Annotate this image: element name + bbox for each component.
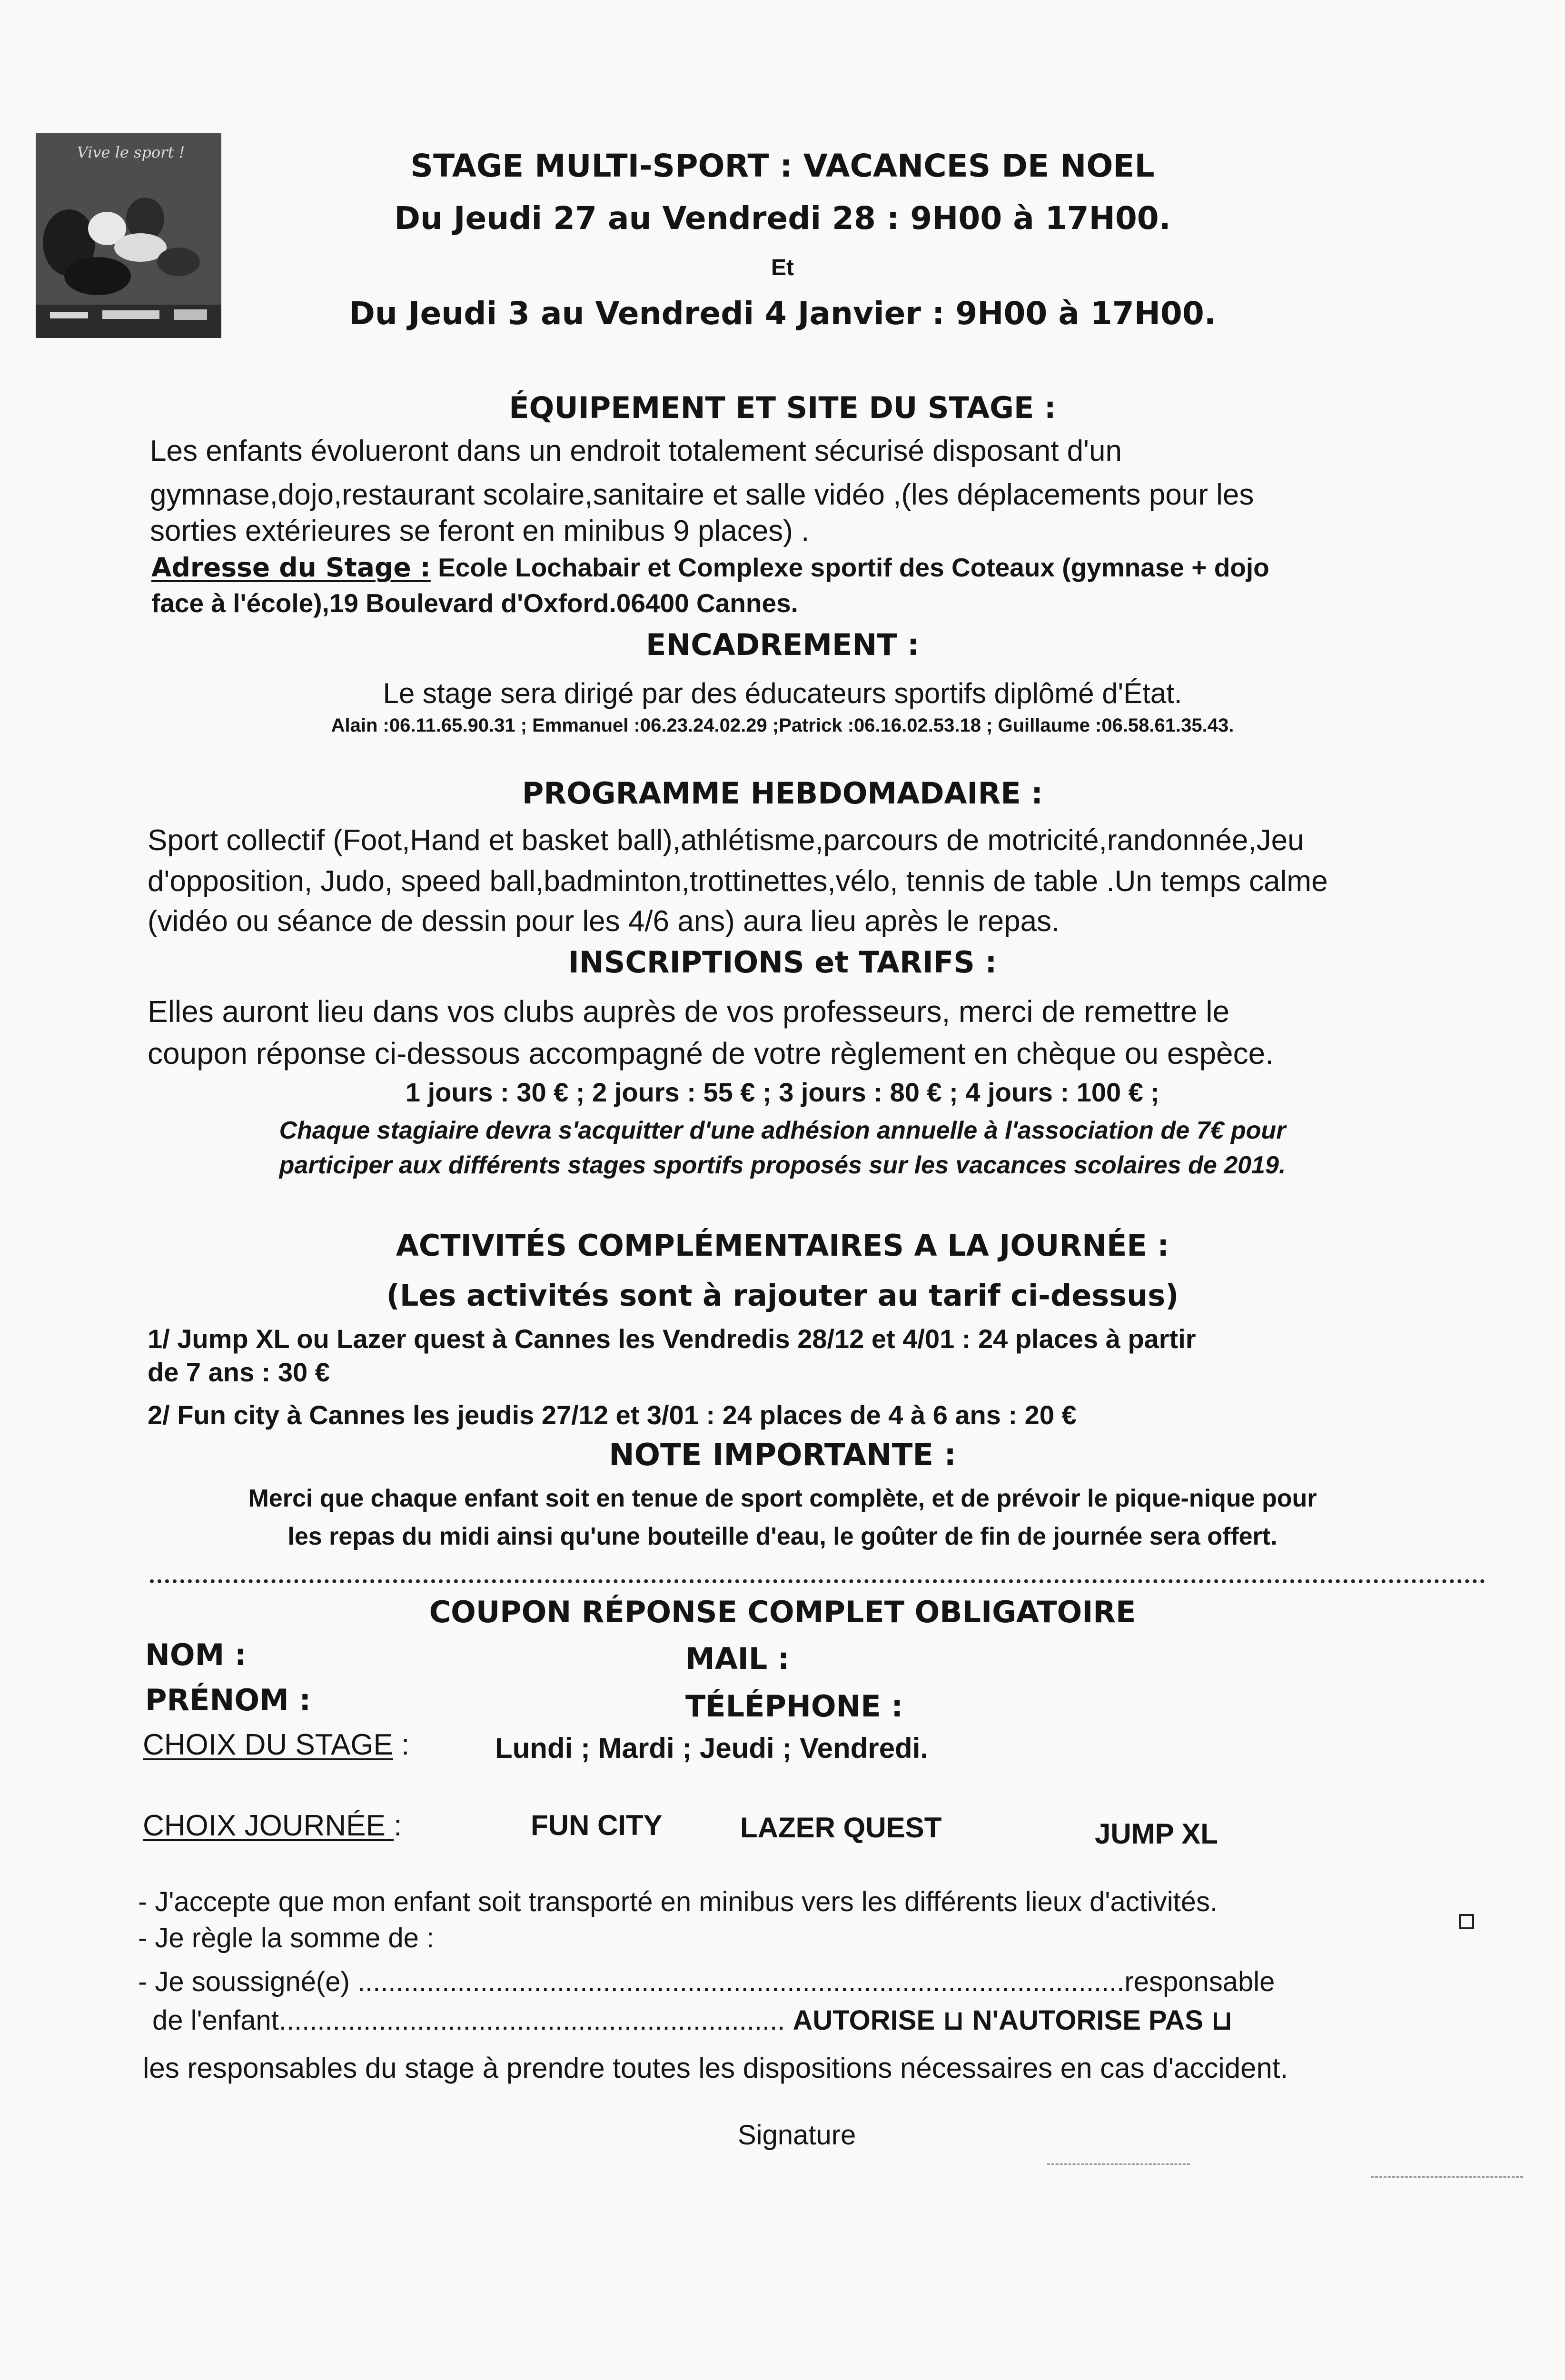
choix-stage-colon: :	[393, 1728, 410, 1761]
inscriptions-heading: INSCRIPTIONS et TARIFS :	[568, 945, 997, 980]
choix-journee-label: CHOIX JOURNÉE	[143, 1809, 394, 1842]
choix-journee-colon: :	[394, 1809, 402, 1842]
equipement-line-1: Les enfants évolueront dans un endroit totalement sécurisé disposant d'un	[150, 435, 1122, 467]
programme-line-1: Sport collectif (Foot,Hand et basket ball),athlétisme,parcours de motricité,randonnée,Jeu	[148, 824, 1304, 857]
choix-stage-options[interactable]: Lundi ; Mardi ; Jeudi ; Vendredi.	[495, 1732, 929, 1764]
activite-item-1-line-1: 1/ Jump XL ou Lazer quest à Cannes les Vendredis 28/12 et 4/01 : 24 places à partir	[148, 1324, 1196, 1354]
option-fun-city[interactable]: FUN CITY	[531, 1809, 663, 1841]
activite-item-1-line-2: de 7 ans : 30 €	[148, 1357, 330, 1387]
note-heading: NOTE IMPORTANTE :	[609, 1438, 956, 1473]
mail-label: MAIL :	[685, 1641, 790, 1676]
activites-subheading: (Les activités sont à rajouter au tarif ci-dessus)	[386, 1278, 1179, 1313]
stage-dates-2: Du Jeudi 3 au Vendredi 4 Janvier : 9H00 à 17H00.	[349, 295, 1216, 332]
adhesion-line-1: Chaque stagiaire devra s'acquitter d'une adhésion annuelle à l'association de 7€ pour	[279, 1117, 1286, 1144]
telephone-label: TÉLÉPHONE :	[685, 1689, 903, 1724]
n-autorise-label: N'AUTORISE PAS	[972, 2005, 1203, 2036]
regle-somme-line: - Je règle la somme de :	[138, 1923, 435, 1954]
option-jump-xl[interactable]: JUMP XL	[1095, 1818, 1218, 1850]
encadrement-line-1: Le stage sera dirigé par des éducateurs sportifs diplômé d'État.	[383, 677, 1182, 709]
signature-line-right	[1371, 2176, 1523, 2178]
nom-label: NOM :	[145, 1637, 247, 1672]
inscriptions-line-1: Elles auront lieu dans vos clubs auprès de vos professeurs, merci de remettre le	[148, 994, 1230, 1029]
address-text-1: Ecole Lochabair et Complexe sportif des Coteaux (gymnase + dojo	[430, 553, 1269, 582]
address-label: Adresse du Stage :	[151, 552, 431, 583]
programme-heading: PROGRAMME HEBDOMADAIRE :	[522, 776, 1043, 811]
address-line-2: face à l'école),19 Boulevard d'Oxford.06400 Cannes.	[151, 588, 798, 618]
note-line-2: les repas du midi ainsi qu'une bouteille d'eau, le goûter de fin de journée sera offert.	[287, 1523, 1278, 1550]
adhesion-line-2: participer aux différents stages sportifs proposés sur les vacances scolaires de 2019.	[279, 1151, 1286, 1179]
inscriptions-line-2: coupon réponse ci-dessous accompagné de votre règlement en chèque ou espèce.	[148, 1036, 1274, 1071]
cut-line	[150, 1579, 1485, 1583]
enfant-text: de l'enfant..................................................................	[152, 2005, 785, 2036]
equipement-heading: ÉQUIPEMENT ET SITE DU STAGE :	[509, 390, 1056, 425]
stage-title: STAGE MULTI-SPORT : VACANCES DE NOEL	[410, 148, 1155, 184]
choix-stage-row	[143, 1728, 409, 1762]
prenom-label: PRÉNOM :	[145, 1683, 311, 1717]
address-line-1	[151, 552, 1269, 583]
autorise-checkbox-icon[interactable]: ⊔	[942, 2004, 965, 2036]
coupon-heading: COUPON RÉPONSE COMPLET OBLIGATOIRE	[429, 1595, 1136, 1629]
encadrement-contacts: Alain :06.11.65.90.31 ; Emmanuel :06.23.24.02.29 ;Patrick :06.16.02.53.18 ; Guillaume :06.58.61.35.43.	[331, 715, 1234, 736]
dispositions-line: les responsables du stage à prendre toutes les dispositions nécessaires en cas d'accident.	[143, 2052, 1288, 2084]
n-autorise-checkbox-icon[interactable]: ⊔	[1211, 2004, 1233, 2036]
equipement-line-3: sorties extérieures se feront en minibus 9 places) .	[150, 515, 810, 547]
autorise-label: AUTORISE	[792, 2005, 935, 2036]
activite-item-2: 2/ Fun city à Cannes les jeudis 27/12 et 3/01 : 24 places de 4 à 6 ans : 20 €	[148, 1400, 1077, 1430]
stage-dates-et: Et	[771, 255, 794, 280]
signature-line-left	[1047, 2163, 1190, 2165]
equipement-line-2: gymnase,dojo,restaurant scolaire,sanitaire et salle vidéo ,(les déplacements pour les	[150, 478, 1254, 511]
note-line-1: Merci que chaque enfant soit en tenue de sport complète, et de prévoir le pique-nique pour	[248, 1485, 1317, 1512]
choix-journee-row	[143, 1809, 402, 1843]
stage-dates-1: Du Jeudi 27 au Vendredi 28 : 9H00 à 17H00.	[394, 200, 1171, 237]
transport-checkbox[interactable]	[1459, 1914, 1474, 1929]
enfant-line	[152, 2004, 1233, 2036]
option-lazer-quest[interactable]: LAZER QUEST	[740, 1812, 942, 1844]
programme-line-2: d'opposition, Judo, speed ball,badminton,trottinettes,vélo, tennis de table .Un temps calme	[148, 865, 1328, 898]
logo-text: Vive le sport !	[77, 143, 185, 161]
programme-line-3: (vidéo ou séance de dessin pour les 4/6 ans) aura lieu après le repas.	[148, 905, 1060, 938]
activites-heading: ACTIVITÉS COMPLÉMENTAIRES A LA JOURNÉE :	[396, 1228, 1169, 1263]
signature-label: Signature	[738, 2120, 856, 2151]
accept-transport-line: - J'accepte que mon enfant soit transporté en minibus vers les différents lieux d'activités.	[138, 1886, 1218, 1917]
encadrement-heading: ENCADREMENT :	[646, 627, 919, 662]
soussigne-line: - Je soussigné(e) ....................................................................................................responsable	[138, 1966, 1275, 1997]
tarifs-line: 1 jours : 30 € ; 2 jours : 55 € ; 3 jours : 80 € ; 4 jours : 100 € ;	[405, 1077, 1160, 1107]
choix-stage-label: CHOIX DU STAGE	[143, 1728, 393, 1761]
